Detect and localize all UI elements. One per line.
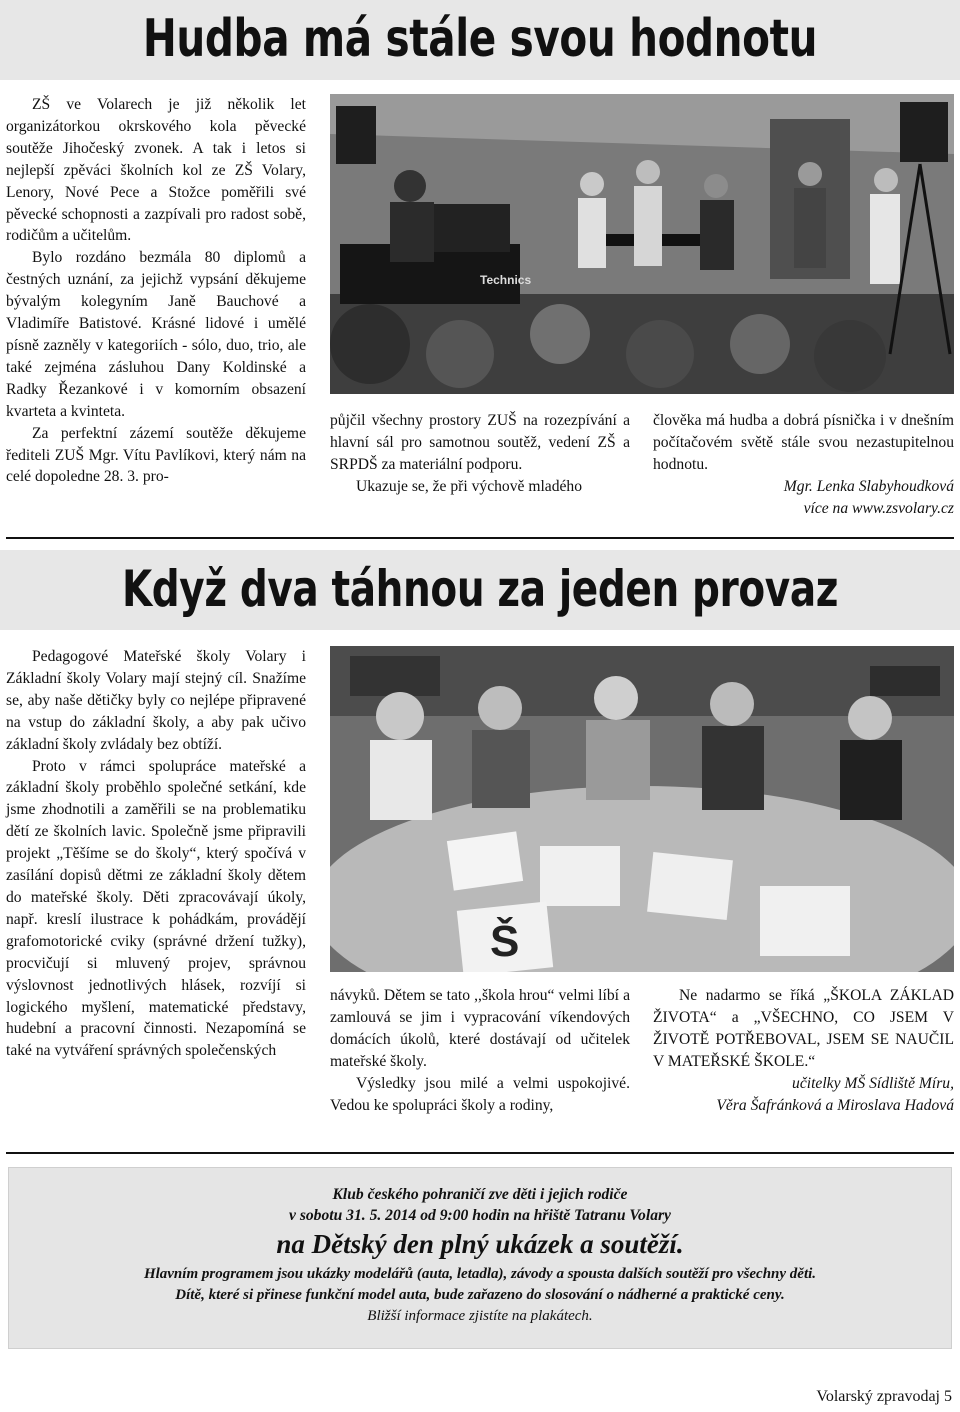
notice-line-3: Hlavním programem jsou ukázky modelářů (auta, letadla), závody a spousta dalších soutěží pro všechny děti. xyxy=(143,1266,817,1282)
article2-column-2 xyxy=(330,985,630,1116)
signature-authors: učitelky MŠ Sídliště Míru, xyxy=(792,1074,954,1092)
article2-column-3 xyxy=(653,985,954,1116)
paragraph: Za perfektní zázemí soutěže děkujeme řediteli ZUŠ Mgr. Vítu Pavlíkovi, který nám na celé dopoledne 28. 3. pro- xyxy=(6,424,306,486)
event-notice-box xyxy=(8,1167,952,1349)
paragraph: Ne nadarmo se říká „ŠKOLA ZÁKLAD ŽIVOTA“ a „VŠECHNO, CO JSEM V ŽIVOTĚ POTŘEBOVAL, JSEM SE NAUČIL V MATEŘSKÉ ŠKOLE.“ xyxy=(653,987,954,1070)
signature-author: Mgr. Lenka Slabyhoudková xyxy=(783,477,954,495)
paragraph: půjčil všechny prostory ZUŠ na rozezpívání a hlavní sál pro samotnou soutěž, vedení ZŠ a SRPDŠ za materiální podporu. xyxy=(330,412,630,473)
signature-names: Věra Šafránková a Miroslava Hadová xyxy=(716,1096,954,1114)
section-divider xyxy=(6,1152,954,1154)
paragraph: člověka má hudba a dobrá písnička i v dnešním počítačovém světě stále svou nezastupitelnou hodnotu. xyxy=(653,412,954,473)
paragraph: návyků. Dětem se tato ,,škola hrou“ velmi líbí a zamlouvá se jim i vypracování víkendových domácích úkolů, které dostávají od učitelek mateřské školy. xyxy=(330,987,630,1070)
signature-link: více na www.zsvolary.cz xyxy=(803,499,954,517)
paragraph: Ukazuje se, že při výchově mladého xyxy=(356,477,583,495)
letter-on-paper: Š xyxy=(490,917,520,966)
notice-headline: na Dětský den plný ukázek a soutěží. xyxy=(276,1229,684,1259)
article2-title: Když dva táhnou za jeden provaz xyxy=(121,560,839,618)
paragraph: Bylo rozdáno bezmála 80 diplomů a čestných uznání, za jejichž vypsání děkujeme bývalým kolegyním Janě Bauchové a Vladimíře Batistové. Krásné lidové i umělé písně zazněly v kategoriích - sólo, duo, trio, ale také zejména zásluhou Dany Koldinské a Radky Řezankové i v komorním obsazení kvarteta a kvinteta. xyxy=(6,249,306,420)
page-footer: Volarský zpravodaj 5 xyxy=(816,1388,952,1405)
article2-column-1 xyxy=(6,646,306,1062)
children-photo-illustration xyxy=(330,646,954,972)
article1-column-2 xyxy=(330,410,630,498)
notice-line-2: v sobotu 31. 5. 2014 od 9:00 hodin na hřiště Tatranu Volary xyxy=(289,1207,671,1224)
paragraph: Proto v rámci spolupráce mateřské a základní školy proběhlo společné setkání, kde jsme zhodnotili a zaměřili se na problematiku dětí ze školních lavic. Společně jsme připravili projekt „Těšíme se do školy“, který spočívá v zasílání dopisů dětmi ze základní školy dětem do mateřské školy. Děti zpracovávají úkoly, např. kreslí ilustrace k pohádkám, provádějí grafomotorické cviky (správné držení tužky), procvičují si mluvený projev, správnou výslovnost jednotlivých hlásek, rozvíjí si logického myšlení, matematické představy, hudební a pracovní činnosti. Nezapomíná se také na vytváření správných společenských xyxy=(6,757,306,1060)
notice-line-5: Bližší informace zjistíte na plakátech. xyxy=(367,1308,593,1324)
piano-brand-label: Technics xyxy=(480,273,532,287)
paragraph: Pedagogové Mateřské školy Volary i Základní školy Volary mají stejný cíl. Snažíme se, aby naše dětičky byly co nejlépe připravené na vstup do základní školy, a aby pak učivo základní školy zvládaly bez obtíží. xyxy=(6,648,306,753)
paragraph: ZŠ ve Volarech je již několik let organizátorkou okrskového kola pěvecké soutěže Jihočeský zvonek. A tak i letos si nejlepší zpěváci školních kol ze ZŠ Volary, Lenory, Nové Pece a Stožce poměřili své pěvecké schopnosti a zazpívali pro radost sobě, rodičům a učitelům. xyxy=(6,96,306,245)
article1-column-1 xyxy=(6,94,306,488)
article2-photo xyxy=(330,646,954,972)
article1-column-3 xyxy=(653,410,954,520)
concert-photo-illustration xyxy=(330,94,954,394)
article1-photo xyxy=(330,94,954,394)
notice-line-4: Dítě, které si přinese funkční model auta, bude zařazeno do slosování o nádherné a praktické ceny. xyxy=(175,1287,785,1303)
paragraph: Výsledky jsou milé a velmi uspokojivé. Vedou ke spolupráci školy a rodiny, xyxy=(330,1074,630,1114)
article1-title: Hudba má stále svou hodnotu xyxy=(142,9,818,69)
section-divider xyxy=(6,537,954,539)
notice-line-1: Klub českého pohraničí zve děti i jejich rodiče xyxy=(332,1186,628,1203)
